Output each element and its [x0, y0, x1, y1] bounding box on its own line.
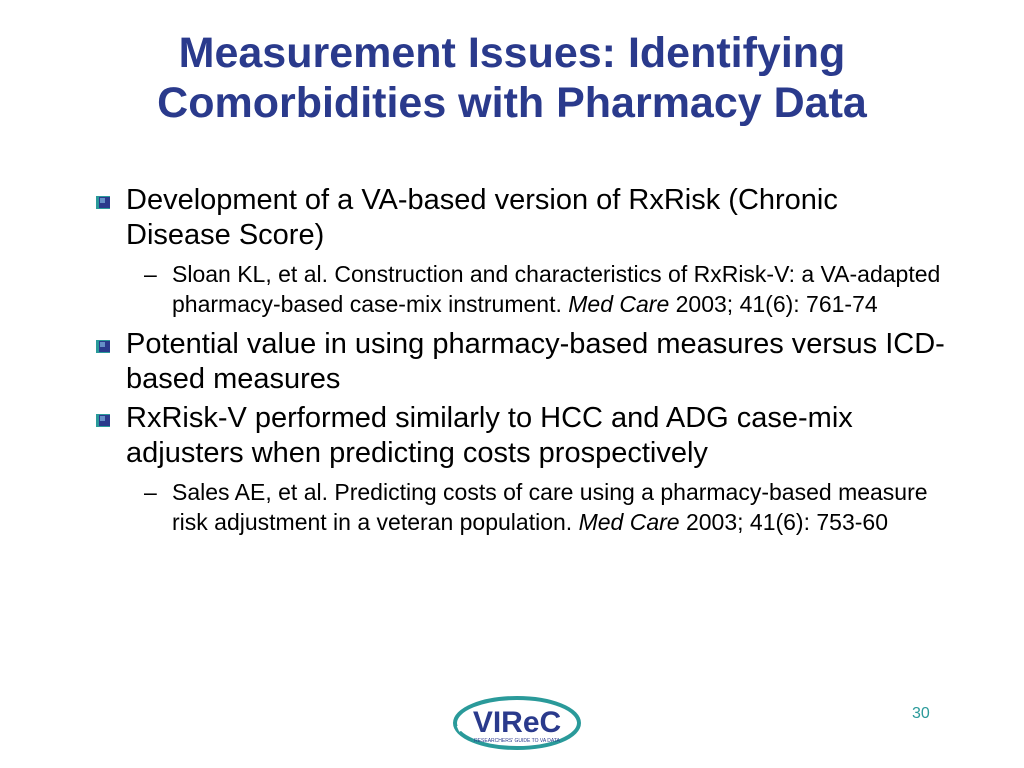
- dash-marker: –: [144, 261, 157, 287]
- virec-logo: [452, 695, 582, 751]
- citation-details: 2003; 41(6): 761-74: [675, 291, 878, 317]
- sub-bullet-item: [144, 477, 946, 537]
- logo-text: VIReC: [472, 706, 562, 739]
- bullet-item: [96, 327, 946, 397]
- bullet-text: Development of a VA-based version of RxRisk (Chronic Disease Score): [126, 184, 838, 251]
- dash-marker: –: [144, 479, 157, 505]
- title-line-2: Comorbidities with Pharmacy Data: [157, 79, 867, 127]
- bullet-square-icon: [96, 414, 110, 427]
- sub-bullet-item: [144, 259, 946, 319]
- slide-title: [60, 28, 964, 128]
- bullet-list: [96, 183, 946, 545]
- bullet-item: [96, 183, 946, 253]
- bullet-square-icon: [96, 196, 110, 209]
- journal-name: Med Care: [568, 291, 670, 317]
- citation-text: Sloan KL, et al. Construction and characteristics of RxRisk-V: a VA-adapted pharmacy-based case-mix instrument.: [172, 261, 941, 317]
- citation-text: Sales AE, et al. Predicting costs of care using a pharmacy-based measure risk adjustment in a veteran population.: [172, 479, 928, 535]
- citation-details: 2003; 41(6): 753-60: [685, 509, 888, 535]
- title-line-1: Measurement Issues: Identifying: [178, 29, 846, 77]
- page-number: 30: [912, 705, 930, 722]
- bullet-item: [96, 401, 946, 471]
- bullet-text: Potential value in using pharmacy-based measures versus ICD-based measures: [126, 328, 945, 395]
- journal-name: Med Care: [578, 509, 680, 535]
- logo-tagline: RESEARCHERS' GUIDE TO VA DATA: [474, 738, 560, 744]
- bullet-text: RxRisk-V performed similarly to HCC and ADG case-mix adjusters when predicting costs prospectively: [126, 402, 853, 469]
- bullet-square-icon: [96, 340, 110, 353]
